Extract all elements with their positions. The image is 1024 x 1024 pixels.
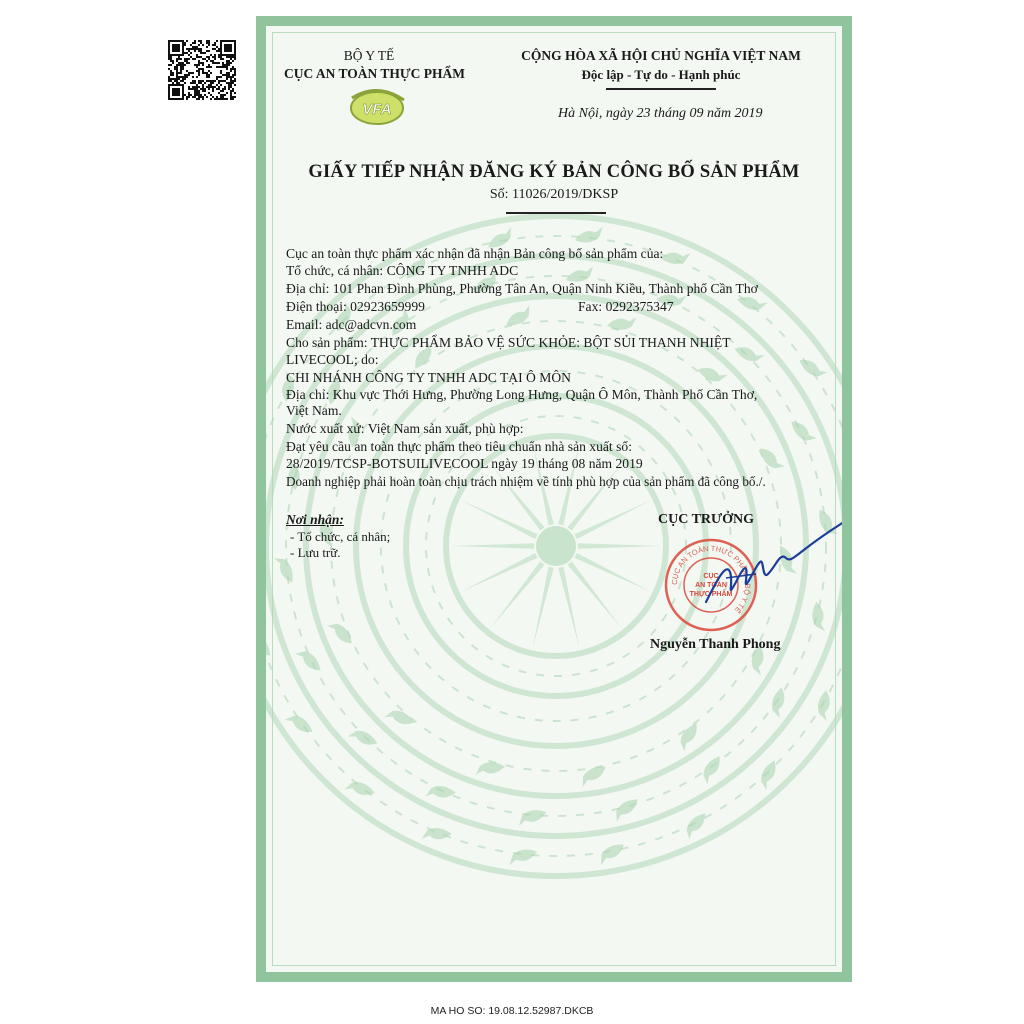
recipient-item: - Tổ chức, cá nhân;	[290, 529, 391, 544]
body-line-origin: Nước xuất xứ: Việt Nam sản xuất, phù hợp:	[286, 421, 524, 436]
body-line-organization: Tổ chức, cá nhân: CÔNG TY TNHH ADC	[286, 263, 519, 278]
recipient-item: - Lưu trữ.	[290, 545, 341, 560]
qr-code	[168, 40, 236, 100]
vfa-logo-text: VFA	[362, 101, 392, 118]
republic-name: CỘNG HÒA XÃ HỘI CHỦ NGHĨA VIỆT NAM	[521, 48, 801, 63]
body-line-phone: Điện thoại: 02923659999	[286, 299, 425, 314]
body-line-address: Địa chỉ: 101 Phan Đình Phùng, Phường Tân An, Quận Ninh Kiều, Thành phố Cần Thơ	[286, 281, 758, 296]
body-line-standard-number: 28/2019/TCSP-BOTSUILIVECOOL ngày 19 tháng 08 năm 2019	[286, 456, 643, 471]
body-line-email: Email: adc@adcvn.com	[286, 317, 417, 332]
certificate-content	[266, 26, 842, 972]
body-line-fax: Fax: 0292375347	[578, 299, 674, 314]
vfa-logo	[346, 86, 408, 128]
body-line-responsibility: Doanh nghiệp phải hoàn toàn chịu trách nhiệm về tính phù hợp của sản phẩm đã công bố./.	[286, 474, 766, 489]
issue-date: Hà Nội, ngày 23 tháng 09 năm 2019	[558, 106, 763, 121]
body-line-standard: Đạt yêu cầu an toàn thực phẩm theo tiêu chuẩn nhà sản xuất số:	[286, 439, 632, 454]
signatory-name: Nguyễn Thanh Phong	[650, 637, 781, 652]
document-number: Số: 11026/2019/DKSP	[489, 187, 619, 202]
title-underline	[506, 212, 606, 214]
body-line-intro: Cục an toàn thực phẩm xác nhận đã nhận Bản công bố sản phẩm của:	[286, 246, 664, 261]
body-line-branch-address-cont: Việt Nam.	[286, 403, 342, 418]
national-motto: Độc lập - Tự do - Hạnh phúc	[581, 67, 741, 82]
ministry-name: BỘ Y TẾ	[343, 48, 395, 63]
body-line-branch-address: Địa chỉ: Khu vực Thới Hưng, Phường Long Hưng, Quận Ô Môn, Thành Phố Cần Thơ,	[286, 387, 758, 402]
document-title: GIẤY TIẾP NHẬN ĐĂNG KÝ BẢN CÔNG BỐ SẢN PHẨM	[308, 162, 800, 182]
seal-center-line: CỤC	[703, 573, 719, 580]
handwritten-signature	[696, 522, 846, 612]
body-line-product: Cho sản phẩm: THỰC PHẨM BẢO VỆ SỨC KHỎE: BỘT SỦI THANH NHIỆT	[286, 335, 731, 350]
body-line-branch: CHI NHÁNH CÔNG TY TNHH ADC TẠI Ô MÔN	[286, 370, 571, 385]
seal-ring-text: CỤC AN TOÀN THỰC PHẨM · BỘ Y TẾ	[669, 543, 753, 615]
recipients-label: Nơi nhận:	[286, 512, 344, 527]
seal-center-line: THỰC PHẨM	[689, 591, 733, 598]
motto-underline	[606, 88, 716, 90]
agency-name: CỤC AN TOÀN THỰC PHẨM	[284, 66, 466, 81]
body-line-product-cont: LIVECOOL; do:	[286, 352, 379, 367]
dossier-code: MA HO SO: 19.08.12.52987.DKCB	[430, 1005, 594, 1017]
signatory-position: CỤC TRƯỞNG	[658, 512, 755, 527]
certificate	[256, 16, 852, 982]
seal-center-line: AN TOÀN	[695, 582, 727, 589]
